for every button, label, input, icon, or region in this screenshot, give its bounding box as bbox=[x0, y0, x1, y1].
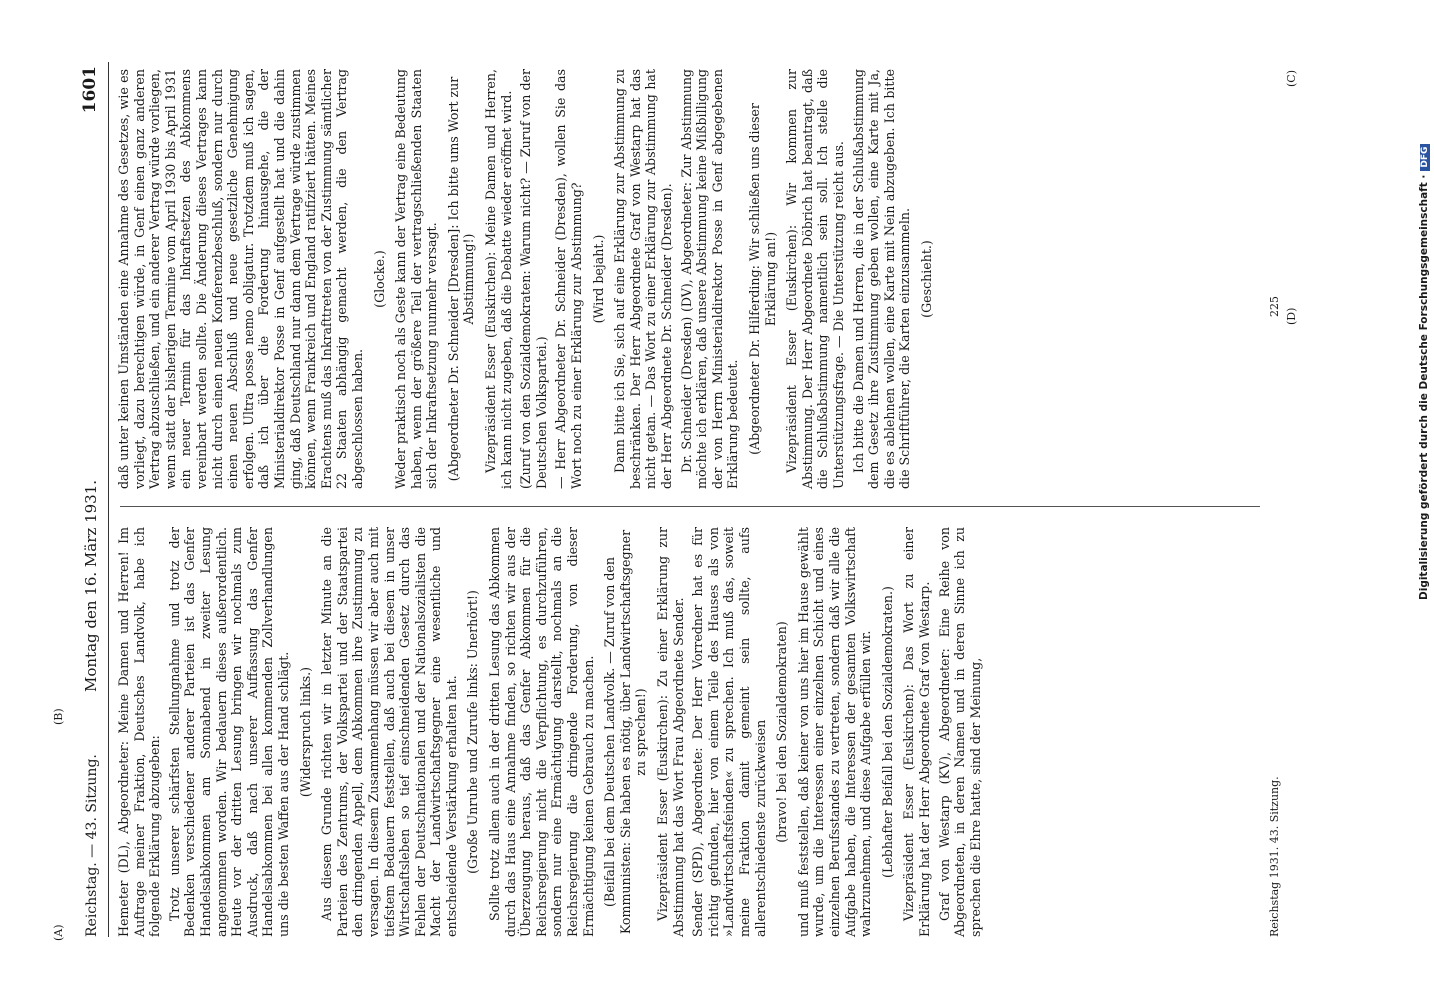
paragraph: daß unter keinen Umständen eine Annahme des Gesetzes, wie es vorliegt, dazu berechtigen würde, in Genf einen ganz anderen Vertrag abzuschließen, und ein anderer Vertrag würde vorliegen, wenn statt der bisherigen Termine vom April 1930 bis April 1931 ein neuer Termin für das Inkraftsetzen des Abkommens vereinbart werden sollte. Die Änderung dieses Vertrages kann nicht durch einen neuen Konferenzbeschluß, sondern nur durch einen neuen Abschluß und neue gesetzliche Genehmigung erfolgen. Ultra posse nemo obligatur. Trotzdem muß ich sagen, daß ich über die Forderung hinausgehe, die der Ministerialdirektor Posse in Genf aufgestellt hat und die dahin ging, daß Deutschland nur dann dem Vertrage würde zustimmen können, wenn Frankreich und England ratifiziert hätten. Meines Erachtens muß das Inkrafttreten von der Zustimmung sämtlicher 22 Staaten abhängig gemacht werden, die den Vertrag abgeschlossen haben. bbox=[116, 69, 365, 489]
page-header bbox=[80, 62, 110, 937]
interjection: (Geschieht.) bbox=[918, 240, 934, 318]
interjection: (Glocke.) bbox=[371, 250, 387, 308]
interjection: (bravo! bei den Sozialdemokraten) bbox=[774, 621, 790, 843]
dfg-logo: DFG bbox=[1420, 144, 1430, 171]
paragraph: Ich bitte die Damen und Herren, die in der Schlußabstimmung dem Gesetz ihre Zustimmung geben wollen, eine Karte mit Ja, die es ablehnen wollen, eine Karte mit Nein abzugeben. Ich bitte die Schriftführer, die Karten einzusammeln. bbox=[850, 69, 913, 489]
margin-mark-c: (C) bbox=[1285, 70, 1298, 87]
digitization-note bbox=[1418, 144, 1430, 600]
rotated-document-page bbox=[52, 62, 1330, 941]
interjection: (Abgeordneter Dr. Hilferding: Wir schließen uns dieser Erklärung an!) bbox=[746, 103, 778, 455]
right-column bbox=[116, 69, 941, 489]
interjection: (Lebhafter Beifall bei den Sozialdemokraten.) bbox=[879, 586, 895, 878]
paragraph: Sender (SPD), Abgeordnete: Der Herr Vorredner hat es für richtig gefunden, hier von einem Teile des Hauses als von »Landwirtschaftsfeinden« zu sprechen. Ich muß das, soweit meine Fraktion damit gemeint sein sollte, aufs allerentschiedenste zurückweisen bbox=[690, 527, 768, 937]
paragraph: Vizepräsident Esser (Euskirchen): Das Wort zu einer Erklärung hat der Herr Abgeordnete Graf von Westarp. bbox=[901, 527, 932, 937]
footer-left: Reichstag 1931. 43. Sitzung. bbox=[1268, 776, 1281, 937]
interjection: (Beifall bei dem Deutschen Landvolk. — Zuruf von den Kommunisten: Sie haben es nötig, über Landwirtschaftsgegner zu sprechen!) bbox=[602, 529, 649, 935]
interjection: (Widerspruch links.) bbox=[297, 666, 313, 798]
paragraph: Weder praktisch noch als Geste kann der Vertrag eine Bedeutung haben, wenn der größere Teil der vertragschließenden Staaten sich der Inkraftsetzung nunmehr versagt. bbox=[393, 69, 440, 489]
paragraph: Vizepräsident Esser (Euskirchen): Wir kommen zur Abstimmung. Der Herr Abgeordnete Döbrich hat beantragt, daß die Schlußabstimmung namentlich sein soll. Ich stelle die Unterstützungsfrage. — Die Unterstützung reicht aus. bbox=[784, 69, 846, 489]
paragraph: und muß feststellen, daß keiner von uns hier im Hause gewählt wurde, um die Interessen einer einzelnen Schicht und eines einzelnen Berufsstandes zu vertreten, sondern daß wir alle die Aufgabe haben, die Interessen der gesamten Volkswirtschaft wahrzunehmen, und diese Aufgabe erfüllen wir. bbox=[795, 527, 874, 937]
paragraph: Dann bitte ich Sie, sich auf eine Erklärung zur Abstimmung zu beschränken. Der Herr Abgeordnete Graf von Westarp hat das nicht getan. — Das Wort zu einer Erklärung zur Abstimmung hat der Herr Abgeordnete Dr. Schneider (Dresden). bbox=[612, 69, 674, 489]
paragraph: Trotz unserer schärfsten Stellungnahme und trotz der Bedenken verschiedener anderer Parteien ist das Genfer Handelsabkommen am Sonnabend in zweiter Lesung angenommen worden. Wir bedauern dieses außerordentlich. Heute vor der dritten Lesung bringen wir nochmals zum Ausdruck, daß nach unserer Auffassung das Genfer Handelsabkommen bei allen kommenden Zollverhandlungen uns die besten Waffen aus der Hand schlägt. bbox=[166, 527, 291, 937]
paragraph: Sollte trotz allem auch in der dritten Lesung das Abkommen durch das Haus eine Annahme finden, so richten wir aus der Überzeugung heraus, daß das Genfer Abkommen für die Reichsregierung nicht die Verpflichtung, es durchzuführen, sondern nur eine Ermächtigung darstellt, nochmals an die Reichsregierung die dringende Forderung, von dieser Ermächtigung keinen Gebrauch zu machen. bbox=[487, 527, 596, 937]
interjection: (Zuruf von den Sozialdemokraten: Warum nicht? — Zuruf von der Deutschen Volkspartei.) bbox=[518, 69, 549, 489]
footer-page: 225 bbox=[1268, 296, 1281, 317]
paragraph: Hemeter (DL), Abgeordneter: Meine Damen und Herren! Im Auftrage meiner Fraktion, Deutsches Landvolk, habe ich folgende Erklärung abzugeben: bbox=[116, 527, 163, 937]
column-divider bbox=[120, 506, 1260, 507]
margin-mark-a: (A) bbox=[52, 924, 65, 941]
page-number: 1601 bbox=[80, 66, 100, 114]
interjection: (Große Unruhe und Zurufe links: Unerhört!) bbox=[465, 590, 481, 874]
interjection: (Abgeordneter Dr. Schneider [Dresden]: Ich bitte ums Wort zur Abstimmung!) bbox=[445, 76, 477, 482]
paragraph: Dr. Schneider (Dresden) (DV), Abgeordneter: Zur Abstimmung möchte ich erklären, daß unsere Abstimmung keine Mißbilligung der von Herrn Ministerialdirektor Posse in Genf abgegebenen Erklärung bedeutet. bbox=[678, 69, 741, 489]
paragraph: Vizepräsident Esser (Euskirchen): Zu einer Erklärung zur Abstimmung hat das Wort Frau Abgeordnete Sender. bbox=[655, 527, 686, 937]
left-column bbox=[116, 527, 987, 937]
digitization-text: Digitalisierung gefördert durch die Deutsche Forschungsgemeinschaft · bbox=[1418, 174, 1430, 600]
header-session: Reichstag. — 43. Sitzung. bbox=[84, 754, 100, 937]
margin-mark-d: (D) bbox=[1285, 307, 1298, 325]
paragraph: Vizepräsident Esser (Euskirchen): Meine Damen und Herren, ich kann nicht zugeben, daß die Debatte wieder eröffnet wird. bbox=[483, 69, 514, 489]
paragraph: — Herr Abgeordneter Dr. Schneider (Dresden), wollen Sie das Wort noch zu einer Erklärung zur Abstimmung? bbox=[553, 69, 585, 489]
header-date: Montag den 16. März 1931. bbox=[82, 479, 100, 692]
header-rule bbox=[108, 62, 109, 937]
interjection: (Wird bejaht.) bbox=[590, 234, 606, 324]
margin-mark-b: (B) bbox=[52, 708, 65, 725]
paragraph: Aus diesem Grunde richten wir in letzter Minute an die Parteien des Zentrums, der Volkspartei und der Staatspartei den dringenden Appell, dem Abkommen ihre Zustimmung zu versagen. In diesem Zusammenhang müssen wir aber auch mit tiefstem Bedauern feststellen, daß auch bei diesem in unser Wirtschaftsleben so tief einschneidenden Gesetz durch das Fehlen der Deutschnationalen und der Nationalsozialisten die Macht der Landwirtschaftsgegner eine wesentliche und entscheidende Verstärkung erhalten hat. bbox=[319, 527, 459, 937]
paragraph: Graf von Westarp (KV), Abgeordneter: Eine Reihe von Abgeordneten, in deren Namen und in deren Sinne ich zu sprechen die Ehre hatte, sind der Meinung, bbox=[936, 527, 983, 937]
